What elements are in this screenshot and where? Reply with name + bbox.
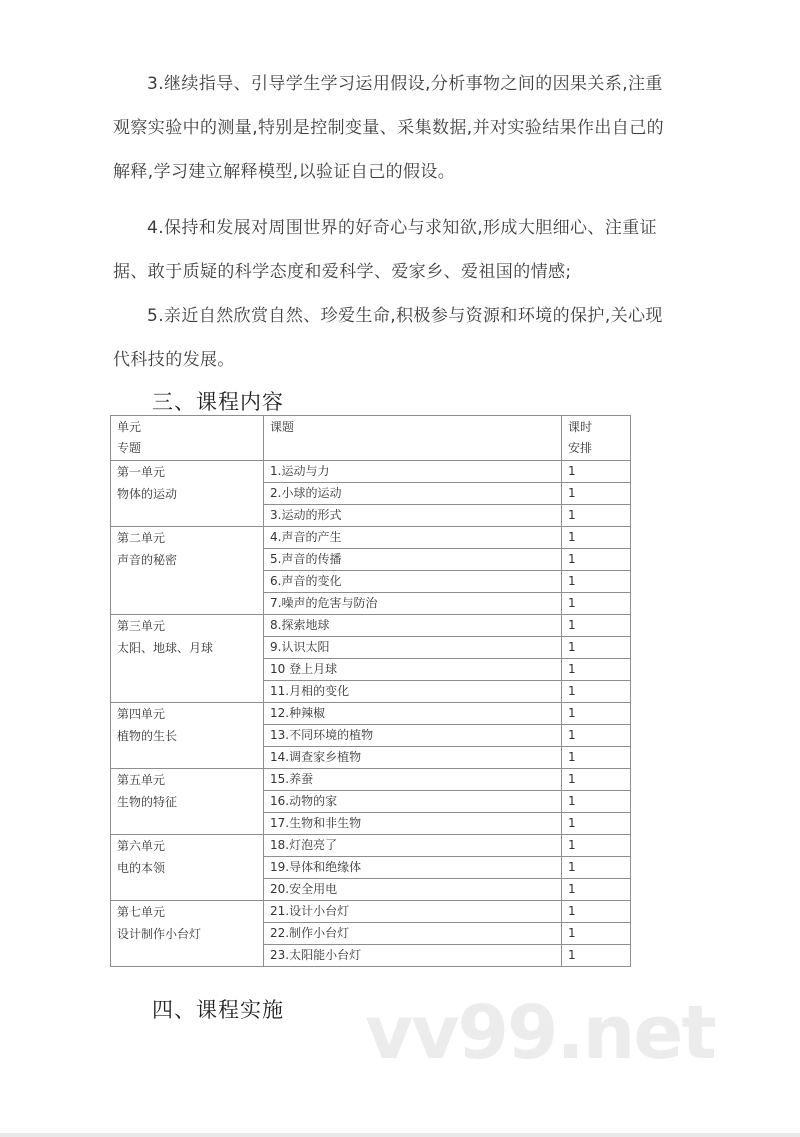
lesson-hours: 1 (562, 571, 631, 593)
lesson-topic: 6.声音的变化 (264, 571, 562, 593)
unit-cell (111, 527, 264, 615)
lesson-topic: 11.月相的变化 (264, 681, 562, 703)
lesson-topic: 10 登上月球 (264, 659, 562, 681)
objective-paragraph-4: 4.保持和发展对周围世界的好奇心与求知欲,形成大胆细心、注重证据、敢于质疑的科学态度和爱科学、爱家乡、爱祖国的情感; (113, 218, 658, 282)
lesson-topic: 22.制作小台灯 (264, 923, 562, 945)
lesson-topic: 17.生物和非生物 (264, 813, 562, 835)
unit-theme: 植物的生长 (117, 729, 178, 743)
lesson-hours: 1 (562, 813, 631, 835)
unit-name: 第四单元 (117, 707, 166, 721)
lesson-topic: 12.种辣椒 (264, 703, 562, 725)
header-unit (111, 416, 264, 461)
lesson-topic: 21.设计小台灯 (264, 901, 562, 923)
unit-cell (111, 703, 264, 769)
table-row (111, 769, 631, 791)
unit-name: 第一单元 (117, 465, 166, 479)
lesson-hours: 1 (562, 857, 631, 879)
lesson-topic: 14.调查家乡植物 (264, 747, 562, 769)
unit-name: 第七单元 (117, 905, 166, 919)
header-topic (264, 416, 562, 461)
unit-name: 第三单元 (117, 619, 166, 633)
unit-theme: 设计制作小台灯 (117, 927, 202, 941)
lesson-hours: 1 (562, 769, 631, 791)
lesson-hours: 1 (562, 945, 631, 967)
lesson-topic: 18.灯泡亮了 (264, 835, 562, 857)
unit-name: 第二单元 (117, 531, 166, 545)
lesson-hours: 1 (562, 681, 631, 703)
page-edge (0, 1133, 800, 1137)
lesson-hours: 1 (562, 593, 631, 615)
lesson-topic: 3.运动的形式 (264, 505, 562, 527)
lesson-hours: 1 (562, 527, 631, 549)
lesson-topic: 4.声音的产生 (264, 527, 562, 549)
table-row (111, 615, 631, 637)
unit-theme: 电的本领 (117, 861, 166, 875)
lesson-topic: 1.运动与力 (264, 461, 562, 483)
unit-theme: 声音的秘密 (117, 553, 178, 567)
unit-cell (111, 901, 264, 967)
lesson-hours: 1 (562, 637, 631, 659)
unit-theme: 生物的特征 (117, 795, 178, 809)
header-hours (562, 416, 631, 461)
table-row (111, 527, 631, 549)
lesson-hours: 1 (562, 659, 631, 681)
lesson-topic: 20.安全用电 (264, 879, 562, 901)
section-heading-course-content: 三、课程内容 (152, 390, 284, 414)
lesson-topic: 7.噪声的危害与防治 (264, 593, 562, 615)
lesson-topic: 16.动物的家 (264, 791, 562, 813)
watermark: vv99.net (365, 990, 715, 1076)
lesson-hours: 1 (562, 483, 631, 505)
table-row (111, 461, 631, 483)
unit-cell (111, 769, 264, 835)
lesson-topic: 8.探索地球 (264, 615, 562, 637)
lesson-hours: 1 (562, 835, 631, 857)
table-row (111, 901, 631, 923)
lesson-topic: 13.不同环境的植物 (264, 725, 562, 747)
header-unit-line2: 专题 (117, 441, 142, 455)
lesson-topic: 23.太阳能小台灯 (264, 945, 562, 967)
course-content-table (110, 415, 631, 967)
header-topic-label: 课题 (270, 420, 295, 434)
lesson-hours: 1 (562, 791, 631, 813)
unit-cell (111, 461, 264, 527)
lesson-hours: 1 (562, 747, 631, 769)
unit-name: 第五单元 (117, 773, 166, 787)
lesson-hours: 1 (562, 901, 631, 923)
objective-paragraph-3: 3.继续指导、引导学生学习运用假设,分析事物之间的因果关系,注重观察实验中的测量,特别是控制变量、采集数据,并对实验结果作出自己的解释,学习建立解释模型,以验证自己的假设。 (113, 74, 665, 182)
unit-cell (111, 615, 264, 703)
section-heading-course-implementation: 四、课程实施 (152, 998, 284, 1022)
lesson-hours: 1 (562, 725, 631, 747)
lesson-hours: 1 (562, 703, 631, 725)
objective-paragraph-5: 5.亲近自然欣赏自然、珍爱生命,积极参与资源和环境的保护,关心现代科技的发展。 (113, 306, 663, 370)
header-hours-line1: 课时 (568, 420, 593, 434)
lesson-topic: 2.小球的运动 (264, 483, 562, 505)
lesson-topic: 5.声音的传播 (264, 549, 562, 571)
unit-cell (111, 835, 264, 901)
lesson-hours: 1 (562, 461, 631, 483)
lesson-topic: 19.导体和绝缘体 (264, 857, 562, 879)
lesson-hours: 1 (562, 549, 631, 571)
lesson-topic: 15.养蚕 (264, 769, 562, 791)
table-row (111, 703, 631, 725)
header-hours-line2: 安排 (568, 441, 593, 455)
lesson-hours: 1 (562, 505, 631, 527)
unit-name: 第六单元 (117, 839, 166, 853)
unit-theme: 太阳、地球、月球 (117, 641, 214, 655)
table-row (111, 835, 631, 857)
header-unit-line1: 单元 (117, 420, 142, 434)
lesson-topic: 9.认识太阳 (264, 637, 562, 659)
lesson-hours: 1 (562, 923, 631, 945)
lesson-hours: 1 (562, 615, 631, 637)
table-header-row (111, 416, 631, 461)
unit-theme: 物体的运动 (117, 487, 178, 501)
lesson-hours: 1 (562, 879, 631, 901)
